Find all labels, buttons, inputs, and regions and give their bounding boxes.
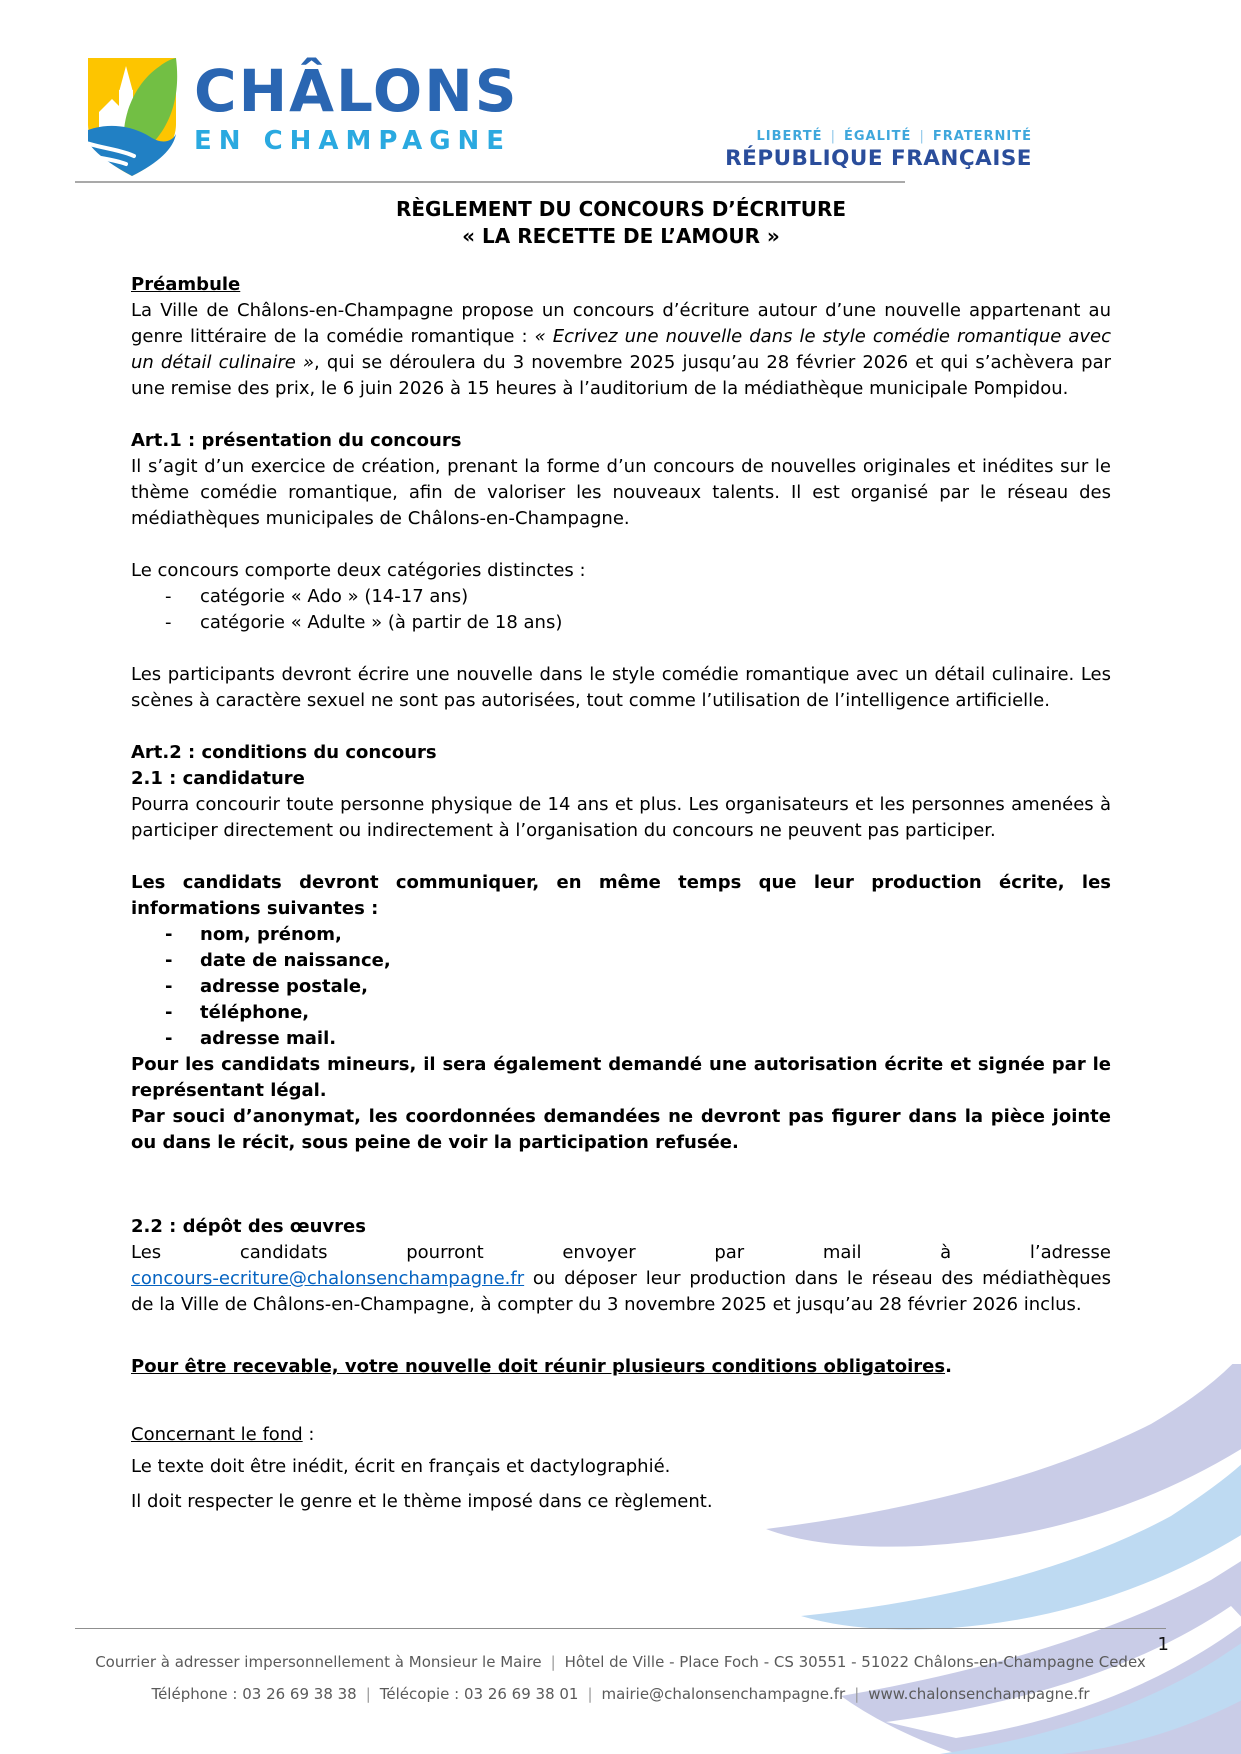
page-number: 1 bbox=[1157, 1634, 1169, 1655]
footer-separator: | bbox=[550, 1653, 556, 1671]
anonymity-paragraph: Par souci d’anonymat, les coordonnées demandées ne devront pas figurer dans la pièce jointe ou dans le récit, sous peine de voir la participation refusée. bbox=[131, 1106, 1111, 1153]
motto-egalite: ÉGALITÉ bbox=[843, 129, 912, 144]
article1-paragraph: Il s’agit d’un exercice de création, prenant la forme d’un concours de nouvelles originales et inédites sur le thème comédie romantique, afin de valoriser les nouveaux talents. Il est organisé par le réseau des médiathèques municipales de Châlons-en-Champagne. bbox=[131, 456, 1111, 529]
republic-name: RÉPUBLIQUE FRANÇAISE bbox=[725, 146, 1032, 171]
republique-francaise-block bbox=[725, 130, 1032, 170]
footer-fax: Télécopie : 03 26 69 38 01 bbox=[379, 1685, 579, 1703]
motto-fraternite: FRATERNITÉ bbox=[932, 129, 1032, 144]
footer-address-line bbox=[0, 1650, 1241, 1674]
minors-paragraph: Pour les candidats mineurs, il sera également demandé une autorisation écrite et signée par le représentant légal. bbox=[131, 1054, 1111, 1101]
fond-rule-1: Le texte doit être inédit, écrit en français et dactylographié. bbox=[131, 1456, 671, 1477]
page-footer bbox=[0, 1650, 1241, 1706]
footer-email: mairie@chalonsenchampagne.fr bbox=[601, 1685, 846, 1703]
recevable-period: . bbox=[945, 1356, 952, 1377]
republic-motto bbox=[725, 130, 1032, 143]
list-item: - adresse mail. bbox=[131, 1026, 1111, 1052]
footer-separator: | bbox=[365, 1685, 371, 1703]
document-content bbox=[131, 196, 1111, 1515]
chalons-logo bbox=[194, 57, 519, 156]
depot-text-rest: ou déposer leur production dans le réseau des médiathèques de la Ville de Châlons-en-Champagne, à compter du 3 novembre 2025 et jusqu’au 28 février 2026 inclus. bbox=[131, 1268, 1111, 1315]
spacer bbox=[131, 1380, 1111, 1422]
depot-paragraph bbox=[131, 1266, 1111, 1318]
list-item: - date de naissance, bbox=[131, 948, 1111, 974]
required-info-intro: Les candidats devront communiquer, en même temps que leur production écrite, les informations suivantes : bbox=[131, 872, 1111, 919]
list-item: - adresse postale, bbox=[131, 974, 1111, 1000]
spacer bbox=[131, 402, 1111, 428]
spacer bbox=[131, 714, 1111, 740]
list-item: - nom, prénom, bbox=[131, 922, 1111, 948]
spacer bbox=[131, 636, 1111, 662]
categories-intro: Le concours comporte deux catégories distinctes : bbox=[131, 560, 586, 581]
footer-website: www.chalonsenchampagne.fr bbox=[868, 1685, 1090, 1703]
participants-paragraph: Les participants devront écrire une nouvelle dans le style comédie romantique avec un détail culinaire. Les scènes à caractère sexuel ne sont pas autorisées, tout comme l’utilisation de l’intelligence artificielle. bbox=[131, 664, 1111, 711]
motto-separator: | bbox=[830, 129, 836, 144]
header-divider bbox=[75, 181, 905, 183]
motto-separator: | bbox=[919, 129, 925, 144]
footer-divider bbox=[75, 1628, 1166, 1629]
footer-mail-notice: Courrier à adresser impersonnellement à Monsieur le Maire bbox=[95, 1653, 542, 1671]
footer-separator: | bbox=[587, 1685, 593, 1703]
logo-city-name: CHÂLONS bbox=[194, 57, 519, 125]
list-item: - catégorie « Adulte » (à partir de 18 ans) bbox=[131, 610, 1111, 636]
preambule-text-2: , qui se déroulera du 3 novembre 2025 jusqu’au 28 février 2026 et qui s’achèvera par une remise des prix, le 6 juin 2026 à 15 heures à l’auditorium de la médiathèque municipale Pompidou. bbox=[131, 352, 1111, 399]
fond-rule-2: Il doit respecter le genre et le thème imposé dans ce règlement. bbox=[131, 1491, 713, 1512]
recevable-underlined: Pour être recevable, votre nouvelle doit réunir plusieurs conditions obligatoires bbox=[131, 1356, 946, 1377]
spacer bbox=[131, 1156, 1111, 1214]
article2-2-heading: 2.2 : dépôt des œuvres bbox=[131, 1216, 366, 1237]
recevable-sentence bbox=[131, 1354, 1111, 1380]
fond-heading-colon: : bbox=[302, 1424, 315, 1445]
spacer bbox=[131, 1318, 1111, 1354]
logo-region-name: EN CHAMPAGNE bbox=[194, 126, 512, 156]
document-title-line2: « LA RECETTE DE L’AMOUR » bbox=[462, 224, 780, 248]
fond-heading bbox=[131, 1422, 1111, 1448]
footer-address: Hôtel de Ville - Place Foch - CS 30551 - 51022 Châlons-en-Champagne Cedex bbox=[564, 1653, 1146, 1671]
candidature-paragraph: Pourra concourir toute personne physique de 14 ans et plus. Les organisateurs et les personnes amenées à participer directement ou indirectement à l’organisation du concours ne peuvent pas participer. bbox=[131, 794, 1111, 841]
preambule-text-1: La Ville de Châlons-en-Champagne propose un concours d’écriture autour d’une nouvelle appartenant au genre littéraire de la comédie romantique : bbox=[131, 300, 1111, 347]
footer-phone: Téléphone : 03 26 69 38 38 bbox=[151, 1685, 357, 1703]
footer-separator: | bbox=[854, 1685, 860, 1703]
document-title-line1: RÈGLEMENT DU CONCOURS D’ÉCRITURE bbox=[395, 197, 847, 221]
article2-heading: Art.2 : conditions du concours bbox=[131, 742, 437, 763]
article2-1-heading: 2.1 : candidature bbox=[131, 768, 305, 789]
chalons-crest-icon bbox=[76, 54, 188, 182]
spacer bbox=[131, 532, 1111, 558]
preambule-quote-italic: « Ecrivez une nouvelle dans le style comédie romantique avec un détail culinaire » bbox=[131, 326, 1111, 373]
footer-contact-line bbox=[0, 1682, 1241, 1706]
depot-lead-line: Les candidats pourront envoyer par mail à l’adresse bbox=[131, 1242, 1111, 1263]
list-item: - téléphone, bbox=[131, 1000, 1111, 1026]
fond-heading-underlined: Concernant le fond bbox=[131, 1424, 303, 1445]
spacer bbox=[131, 844, 1111, 870]
article1-heading: Art.1 : présentation du concours bbox=[131, 430, 462, 451]
motto-liberte: LIBERTÉ bbox=[756, 129, 823, 144]
contest-email-link[interactable]: concours-ecriture@chalonsenchampagne.fr bbox=[131, 1268, 525, 1289]
document-title bbox=[131, 196, 1111, 250]
preambule-heading: Préambule bbox=[131, 274, 241, 295]
list-item: - catégorie « Ado » (14-17 ans) bbox=[131, 584, 1111, 610]
preambule-paragraph bbox=[131, 298, 1111, 402]
